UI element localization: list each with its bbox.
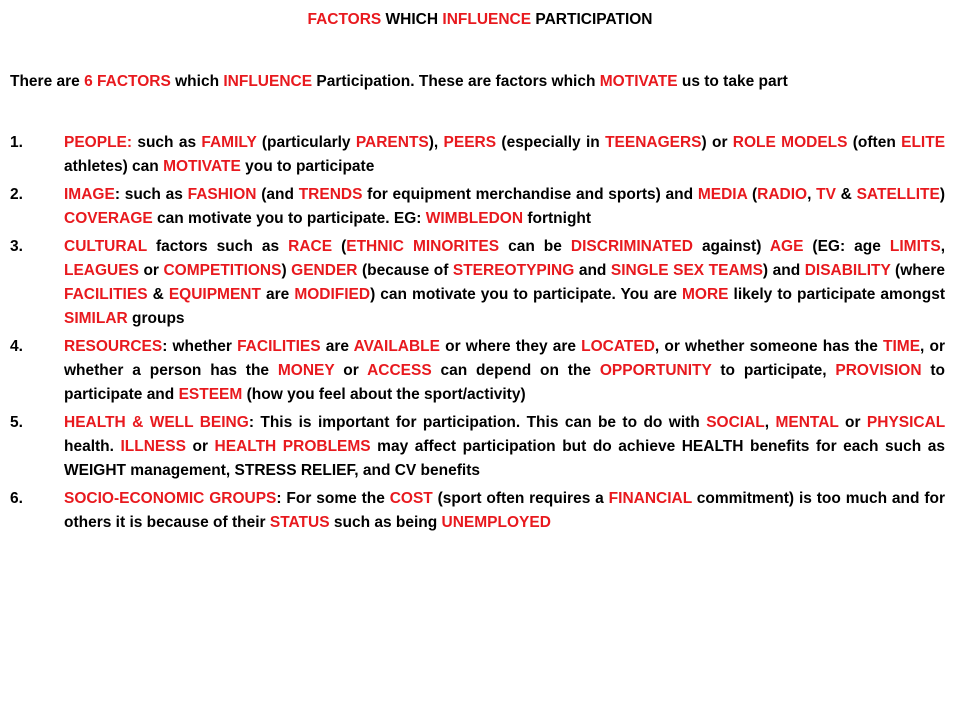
- highlighted-keyword: RACE: [288, 238, 333, 255]
- highlighted-keyword: COVERAGE: [64, 210, 153, 227]
- highlighted-keyword: FASHION: [187, 186, 257, 203]
- body-text: ),: [428, 134, 444, 151]
- body-text: : This is important for participation. This can be to do with: [248, 414, 707, 431]
- highlighted-keyword: STATUS: [269, 514, 330, 531]
- highlighted-keyword: SOCIO-ECONOMIC GROUPS: [64, 490, 277, 507]
- body-text: can depend on the: [431, 362, 600, 379]
- body-text: , or whether someone has the: [654, 338, 884, 355]
- body-text: : For some the: [276, 490, 390, 507]
- body-text: athletes) can: [64, 158, 164, 175]
- highlighted-keyword: PEERS: [443, 134, 497, 151]
- body-text: against): [692, 238, 770, 255]
- highlighted-keyword: HEALTH & WELL BEING: [64, 414, 249, 431]
- highlighted-keyword: ESTEEM: [178, 386, 243, 403]
- highlighted-keyword: UNEMPLOYED: [441, 514, 551, 531]
- list-item-number: 1.: [10, 134, 23, 151]
- highlighted-keyword: IMAGE: [64, 186, 115, 203]
- highlighted-keyword: GENDER: [291, 262, 358, 279]
- list-item: [10, 411, 945, 483]
- body-text: can be: [499, 238, 571, 255]
- highlighted-keyword: AGE: [769, 238, 804, 255]
- slide-title: [0, 9, 960, 31]
- highlighted-keyword: SATELLITE: [856, 186, 940, 203]
- highlighted-keyword: PARENTS: [355, 134, 429, 151]
- body-text: you to participate: [240, 158, 375, 175]
- highlighted-keyword: FACTORS: [307, 11, 382, 28]
- highlighted-keyword: ELITE: [901, 134, 946, 151]
- body-text: ,: [764, 414, 776, 431]
- highlighted-keyword: LOCATED: [581, 338, 655, 355]
- highlighted-keyword: STEREOTYPING: [452, 262, 575, 279]
- highlighted-keyword: SOCIAL: [706, 414, 765, 431]
- body-text: WHICH: [381, 11, 443, 28]
- highlighted-keyword: PROVISION: [835, 362, 922, 379]
- body-text: (how you feel about the sport/activity): [242, 386, 526, 403]
- highlighted-keyword: ILLNESS: [120, 438, 186, 455]
- highlighted-keyword: TRENDS: [298, 186, 363, 203]
- highlighted-keyword: LIMITS: [889, 238, 941, 255]
- body-text: such as being: [329, 514, 442, 531]
- body-text: can motivate you to participate. EG:: [152, 210, 426, 227]
- highlighted-keyword: RESOURCES: [64, 338, 163, 355]
- body-text: (where: [890, 262, 946, 279]
- body-text: and: [574, 262, 611, 279]
- highlighted-keyword: TEENAGERS: [605, 134, 702, 151]
- highlighted-keyword: ACCESS: [367, 362, 432, 379]
- list-item-number: 3.: [10, 238, 23, 255]
- highlighted-keyword: FINANCIAL: [608, 490, 692, 507]
- body-text: are: [260, 286, 295, 303]
- body-text: ) can motivate you to participate. You are: [370, 286, 682, 303]
- highlighted-keyword: ETHNIC MINORITES: [346, 238, 500, 255]
- highlighted-keyword: FAMILY: [201, 134, 257, 151]
- body-text: : whether: [162, 338, 238, 355]
- highlighted-keyword: MOTIVATE: [163, 158, 241, 175]
- highlighted-keyword: AVAILABLE: [353, 338, 440, 355]
- body-text: to participate,: [711, 362, 836, 379]
- highlighted-keyword: MODIFIED: [294, 286, 371, 303]
- highlighted-keyword: CULTURAL: [64, 238, 147, 255]
- list-item-number: 6.: [10, 490, 23, 507]
- list-item: [10, 183, 945, 231]
- body-text: for equipment merchandise and sports) and: [362, 186, 698, 203]
- list-item: [10, 335, 945, 407]
- highlighted-keyword: FACILITIES: [237, 338, 321, 355]
- highlighted-keyword: FACILITIES: [64, 286, 148, 303]
- intro-paragraph: [10, 71, 945, 93]
- highlighted-keyword: RADIO: [757, 186, 808, 203]
- body-text: ) or: [701, 134, 733, 151]
- body-text: (and: [256, 186, 299, 203]
- body-text: may affect participation but do achieve HEALTH benefits for each such as WEIGHT management, STRESS RELIEF, and CV benefits: [64, 438, 945, 479]
- body-text: health.: [64, 438, 121, 455]
- highlighted-keyword: SINGLE SEX TEAMS: [610, 262, 763, 279]
- body-text: (: [332, 238, 347, 255]
- highlighted-keyword: MONEY: [277, 362, 335, 379]
- body-text: ,: [940, 238, 946, 255]
- body-text: &: [147, 286, 169, 303]
- highlighted-keyword: MOTIVATE: [599, 73, 678, 90]
- body-text: ): [281, 262, 292, 279]
- list-item: [10, 235, 945, 331]
- list-item: [10, 487, 945, 535]
- body-text: (sport often requires a: [432, 490, 609, 507]
- highlighted-keyword: DISABILITY: [804, 262, 891, 279]
- body-text: fortnight: [523, 210, 592, 227]
- highlighted-keyword: PHYSICAL: [866, 414, 945, 431]
- list-item-number: 5.: [10, 414, 23, 431]
- highlighted-keyword: LEAGUES: [64, 262, 139, 279]
- highlighted-keyword: WIMBLEDON: [425, 210, 524, 227]
- body-text: (particularly: [256, 134, 356, 151]
- body-text: (especially in: [496, 134, 606, 151]
- body-text: ,: [807, 186, 817, 203]
- body-text: (: [747, 186, 758, 203]
- body-text: There are: [10, 73, 85, 90]
- highlighted-keyword: MORE: [681, 286, 729, 303]
- highlighted-keyword: COMPETITIONS: [163, 262, 282, 279]
- body-text: or where they are: [440, 338, 582, 355]
- body-text: which: [170, 73, 224, 90]
- highlighted-keyword: DISCRIMINATED: [570, 238, 693, 255]
- highlighted-keyword: EQUIPMENT: [168, 286, 261, 303]
- highlighted-keyword: MENTAL: [775, 414, 839, 431]
- body-text: are: [320, 338, 354, 355]
- body-text: or: [185, 438, 215, 455]
- body-text: commitment) is too much and for others it is because of their: [64, 490, 945, 531]
- body-text: us to take part: [677, 73, 788, 90]
- body-text: to participate and: [64, 362, 945, 403]
- body-text: such as: [132, 134, 202, 151]
- highlighted-keyword: INFLUENCE: [223, 73, 313, 90]
- list-item-number: 4.: [10, 338, 23, 355]
- body-text: or: [334, 362, 368, 379]
- highlighted-keyword: ROLE MODELS: [732, 134, 848, 151]
- body-text: ) and: [762, 262, 805, 279]
- body-text: or: [138, 262, 164, 279]
- highlighted-keyword: 6 FACTORS: [84, 73, 171, 90]
- highlighted-keyword: TV: [816, 186, 836, 203]
- highlighted-keyword: TIME: [883, 338, 921, 355]
- body-text: (often: [847, 134, 902, 151]
- list-item-number: 2.: [10, 186, 23, 203]
- body-text: : such as: [114, 186, 188, 203]
- highlighted-keyword: COST: [389, 490, 433, 507]
- body-text: (EG: age: [803, 238, 890, 255]
- body-text: groups: [127, 310, 185, 327]
- highlighted-keyword: INFLUENCE: [442, 11, 532, 28]
- highlighted-keyword: OPPORTUNITY: [599, 362, 712, 379]
- highlighted-keyword: PEOPLE:: [64, 134, 133, 151]
- highlighted-keyword: SIMILAR: [64, 310, 128, 327]
- body-text: (because of: [357, 262, 453, 279]
- body-text: &: [835, 186, 857, 203]
- body-text: likely to participate amongst: [728, 286, 946, 303]
- body-text: PARTICIPATION: [531, 11, 653, 28]
- highlighted-keyword: HEALTH PROBLEMS: [214, 438, 371, 455]
- body-text: factors such as: [146, 238, 289, 255]
- factors-list: [10, 131, 945, 539]
- list-item: [10, 131, 945, 179]
- body-text: Participation. These are factors which: [312, 73, 600, 90]
- body-text: or: [838, 414, 867, 431]
- highlighted-keyword: MEDIA: [697, 186, 748, 203]
- body-text: ): [939, 186, 946, 203]
- body-text: , or whether a person has the: [64, 338, 945, 379]
